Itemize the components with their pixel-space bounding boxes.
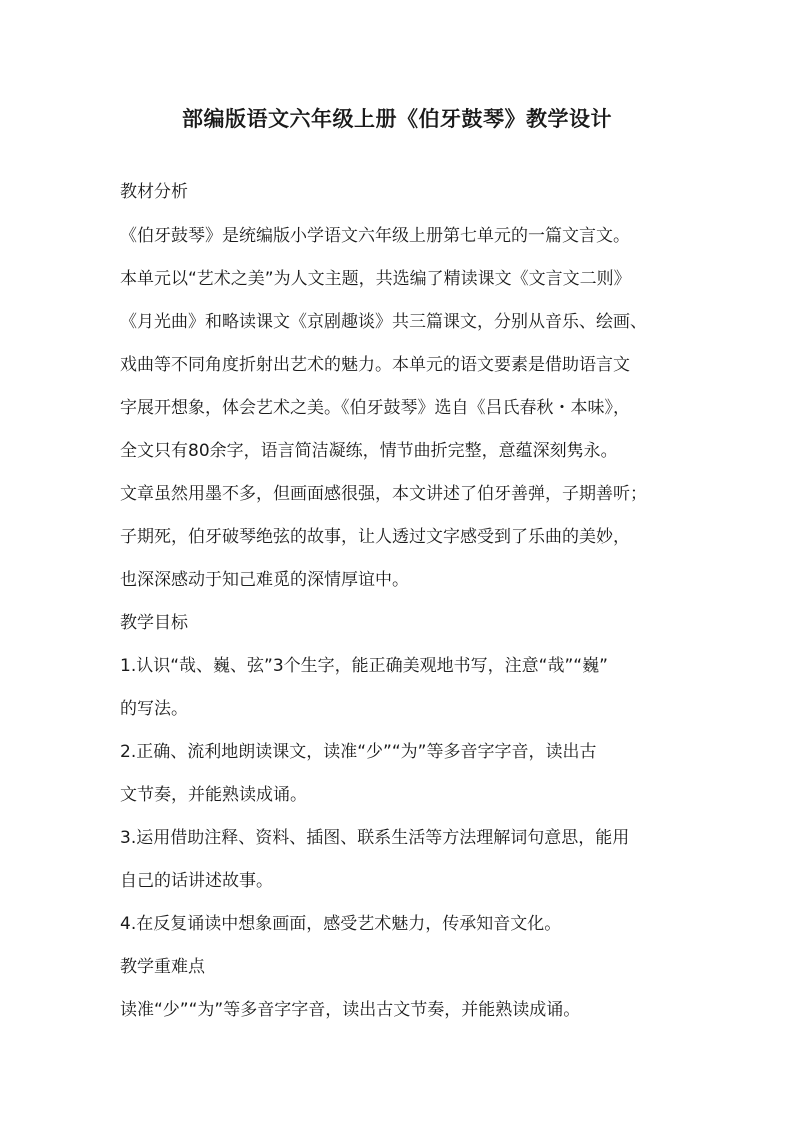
document-title: 部编版语文六年级上册《伯牙鼓琴》教学设计 <box>182 107 612 131</box>
analysis-line-4: 戏曲等不同角度折射出艺术的魅力。本单元的语文要素是借助语言文 <box>120 355 630 375</box>
analysis-line-9: 也深深感动于知己难觅的深情厚谊中。 <box>120 570 409 590</box>
analysis-line-5: 字展开想象，体会艺术之美。《伯牙鼓琴》选自《吕氏春秋・本味》， <box>120 398 630 418</box>
section-heading-keypoints: 教学重难点 <box>120 957 205 977</box>
analysis-line-1: 《伯牙鼓琴》是统编版小学语文六年级上册第七单元的一篇文言文。 <box>120 226 630 246</box>
goals-line-7: 4.在反复诵读中想象画面，感受艺术魅力，传承知音文化。 <box>120 914 562 934</box>
goals-line-6: 自己的话讲述故事。 <box>120 871 273 891</box>
goals-line-1: 1.认识“哉、巍、弦”3个生字，能正确美观地书写，注意“哉”“巍” <box>120 656 608 676</box>
keypoints-line-1: 读准“少”“为”等多音字字音，读出古文节奏，并能熟读成诵。 <box>120 1000 581 1020</box>
analysis-line-7: 文章虽然用墨不多，但画面感很强，本文讲述了伯牙善弹，子期善听； <box>120 484 647 504</box>
analysis-line-2: 本单元以“艺术之美”为人文主题，共选编了精读课文《文言文二则》 <box>120 269 631 289</box>
goals-line-2: 的写法。 <box>120 699 188 719</box>
goals-line-4: 文节奏，并能熟读成诵。 <box>120 785 307 805</box>
section-heading-analysis: 教材分析 <box>120 182 188 202</box>
section-heading-goals: 教学目标 <box>120 613 188 633</box>
analysis-line-8: 子期死，伯牙破琴绝弦的故事，让人透过文字感受到了乐曲的美妙， <box>120 527 630 547</box>
analysis-line-6: 全文只有80余字，语言简洁凝练，情节曲折完整，意蕴深刻隽永。 <box>120 441 618 461</box>
goals-line-3: 2.正确、流利地朗读课文，读准“少”“为”等多音字字音，读出古 <box>120 742 597 762</box>
analysis-line-3: 《月光曲》和略读课文《京剧趣谈》共三篇课文，分别从音乐、绘画、 <box>120 312 647 332</box>
goals-line-5: 3.运用借助注释、资料、插图、联系生活等方法理解词句意思，能用 <box>120 828 630 848</box>
